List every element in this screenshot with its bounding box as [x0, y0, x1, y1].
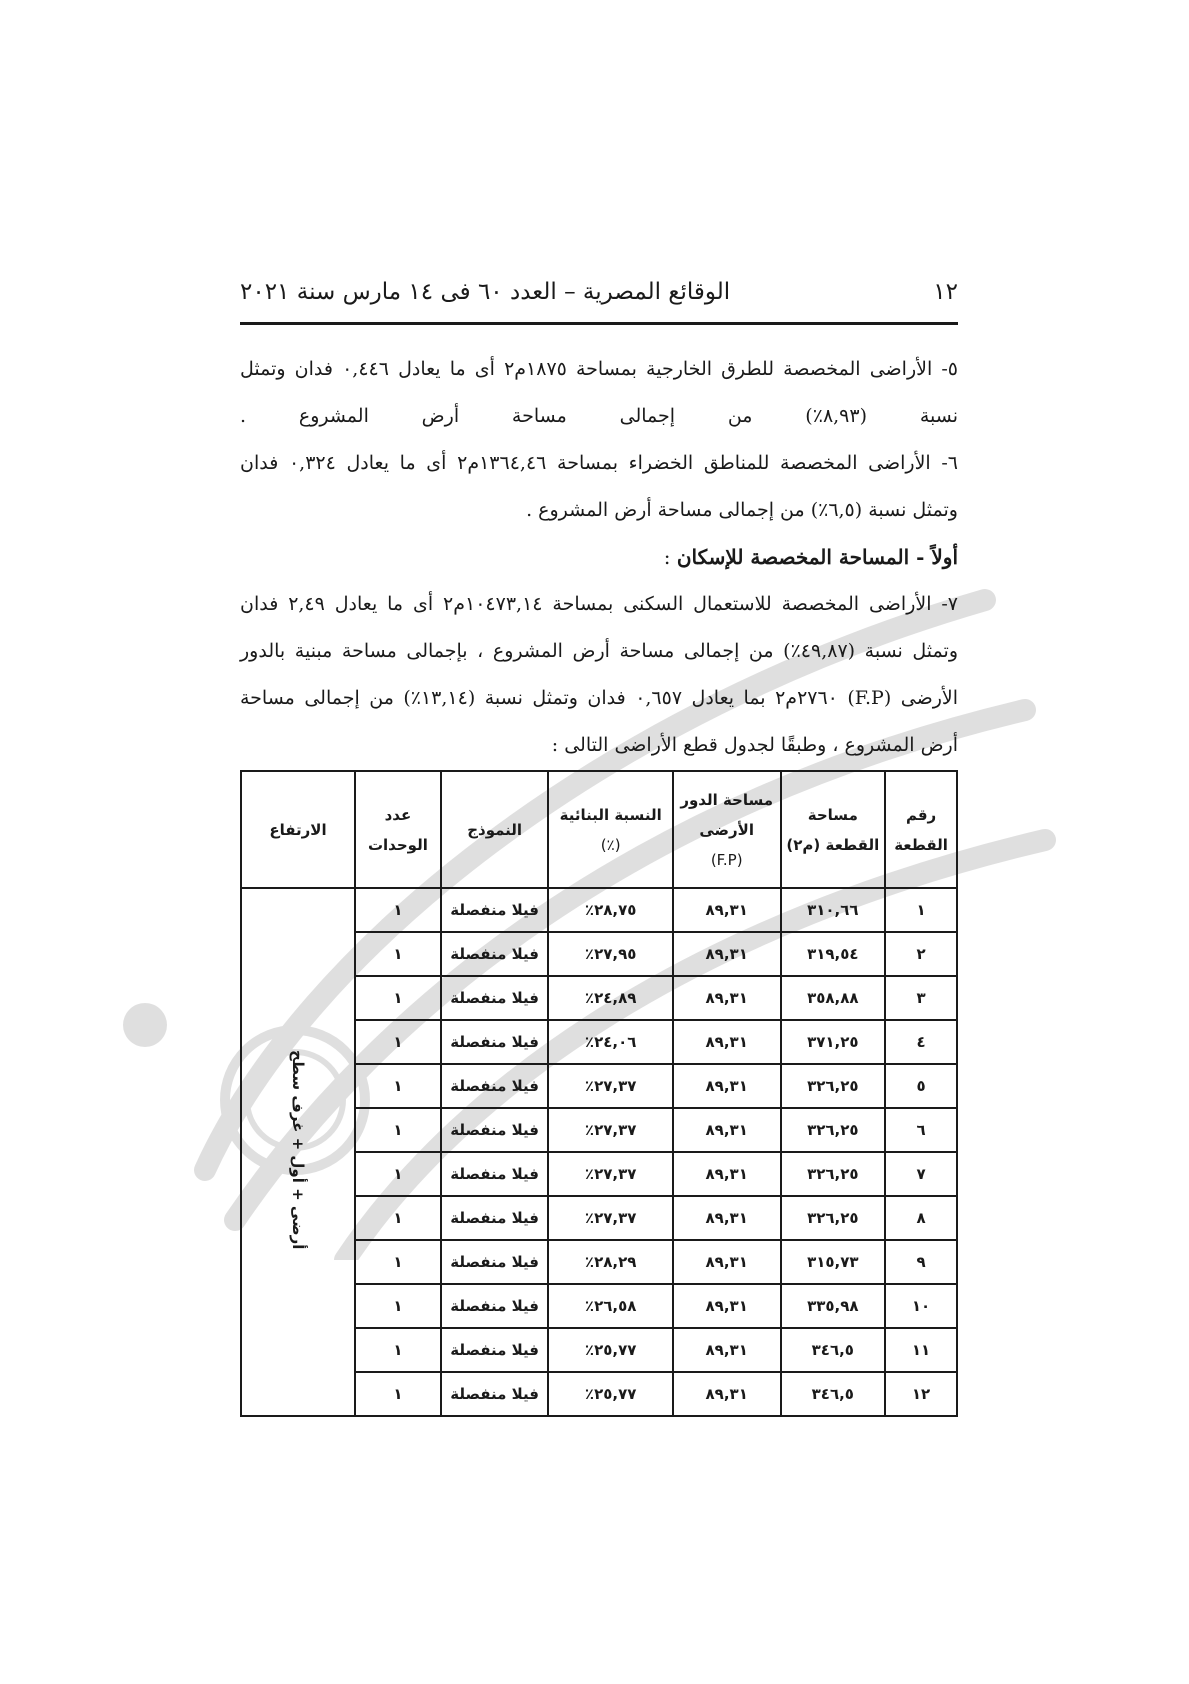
cell-building-ratio: ٢٧,٣٧٪	[548, 1108, 672, 1152]
cell-ground-floor: ٨٩,٣١	[673, 1284, 781, 1328]
cell-units: ١	[355, 1328, 441, 1372]
cell-plot-area: ٣٤٦,٥	[781, 1328, 886, 1372]
cell-model: فيلا منفصلة	[441, 1240, 549, 1284]
cell-units: ١	[355, 1020, 441, 1064]
header-elevation: الارتفاع	[241, 771, 355, 888]
cell-ground-floor: ٨٩,٣١	[673, 976, 781, 1020]
cell-elevation	[241, 888, 355, 1416]
cell-model: فيلا منفصلة	[441, 1108, 549, 1152]
cell-building-ratio: ٢٨,٢٩٪	[548, 1240, 672, 1284]
cell-model: فيلا منفصلة	[441, 888, 549, 932]
cell-plot-no: ٨	[885, 1196, 957, 1240]
cell-plot-area: ٣١٠,٦٦	[781, 888, 886, 932]
paragraph-7: ٧- الأراضى المخصصة للاستعمال السكنى بمساحة ١٠٤٧٣,١٤م٢ أى ما يعادل ٢,٤٩ فدان وتمثل نسبة (٤٩,٨٧٪) من إجمالى مساحة أرض المشروع ، بإجمالى مساحة مبنية بالدور الأرضى (F.P) ٢٧٦٠م٢ بما يعادل ٠,٦٥٧ فدان وتمثل نسبة (١٣,١٤٪) من إجمالى مساحة أرض المشروع ، وطبقًا لجدول قطع الأراضى التالى :	[240, 593, 959, 756]
cell-model: فيلا منفصلة	[441, 1284, 549, 1328]
cell-plot-area: ٣٤٦,٥	[781, 1372, 886, 1416]
cell-units: ١	[355, 1152, 441, 1196]
cell-plot-no: ٧	[885, 1152, 957, 1196]
cell-model: فيلا منفصلة	[441, 1152, 549, 1196]
cell-units: ١	[355, 976, 441, 1020]
header-ground-floor	[673, 771, 781, 888]
cell-building-ratio: ٢٥,٧٧٪	[548, 1372, 672, 1416]
cell-plot-area: ٣٢٦,٢٥	[781, 1064, 886, 1108]
section-heading-colon: :	[663, 545, 677, 569]
elevation-text: أرضى + أول + غرف سطح	[289, 1050, 307, 1250]
cell-building-ratio: ٢٧,٣٧٪	[548, 1196, 672, 1240]
cell-units: ١	[355, 1196, 441, 1240]
cell-plot-area: ٣٧١,٢٥	[781, 1020, 886, 1064]
cell-building-ratio: ٢٧,٩٥٪	[548, 932, 672, 976]
cell-ground-floor: ٨٩,٣١	[673, 1240, 781, 1284]
cell-ground-floor: ٨٩,٣١	[673, 1108, 781, 1152]
cell-plot-no: ٩	[885, 1240, 957, 1284]
cell-ground-floor: ٨٩,٣١	[673, 1064, 781, 1108]
header-plot-no: رقم القطعة	[885, 771, 957, 888]
cell-units: ١	[355, 888, 441, 932]
table-row	[241, 888, 957, 932]
paragraph-5: ٥- الأراضى المخصصة للطرق الخارجية بمساحة ١٨٧٥م٢ أى ما يعادل ٠,٤٤٦ فدان وتمثل نسبة (٨,٩٣٪) من إجمالى مساحة أرض المشروع .	[240, 358, 958, 427]
plots-table	[240, 770, 958, 1417]
page-number: ١٢	[933, 279, 958, 305]
cell-ground-floor: ٨٩,٣١	[673, 1152, 781, 1196]
table-header-row	[241, 771, 957, 888]
cell-model: فيلا منفصلة	[441, 976, 549, 1020]
cell-plot-area: ٣١٥,٧٣	[781, 1240, 886, 1284]
cell-ground-floor: ٨٩,٣١	[673, 1020, 781, 1064]
cell-units: ١	[355, 1108, 441, 1152]
cell-units: ١	[355, 1284, 441, 1328]
cell-plot-no: ٤	[885, 1020, 957, 1064]
header-ground-floor-fp: (F.P)	[710, 850, 743, 869]
cell-plot-area: ٣٣٥,٩٨	[781, 1284, 886, 1328]
cell-model: فيلا منفصلة	[441, 1064, 549, 1108]
cell-units: ١	[355, 1240, 441, 1284]
cell-model: فيلا منفصلة	[441, 1372, 549, 1416]
cell-plot-area: ٣١٩,٥٤	[781, 932, 886, 976]
cell-building-ratio: ٢٥,٧٧٪	[548, 1328, 672, 1372]
header-divider	[240, 322, 958, 325]
cell-ground-floor: ٨٩,٣١	[673, 1372, 781, 1416]
header-building-ratio	[548, 771, 672, 888]
cell-building-ratio: ٢٤,٠٦٪	[548, 1020, 672, 1064]
header-model: النموذج	[441, 771, 549, 888]
cell-building-ratio: ٢٧,٣٧٪	[548, 1064, 672, 1108]
header-building-ratio-unit: (٪)	[600, 835, 621, 854]
header-units: عدد الوحدات	[355, 771, 441, 888]
header-building-ratio-label: النسبة البنائية	[559, 805, 662, 824]
cell-plot-area: ٣٢٦,٢٥	[781, 1152, 886, 1196]
cell-units: ١	[355, 932, 441, 976]
cell-model: فيلا منفصلة	[441, 932, 549, 976]
cell-ground-floor: ٨٩,٣١	[673, 932, 781, 976]
cell-plot-no: ٢	[885, 932, 957, 976]
cell-plot-area: ٣٢٦,٢٥	[781, 1196, 886, 1240]
cell-building-ratio: ٢٧,٣٧٪	[548, 1152, 672, 1196]
cell-plot-no: ٣	[885, 976, 957, 1020]
page-header	[240, 272, 958, 312]
cell-plot-no: ١١	[885, 1328, 957, 1372]
cell-plot-no: ١٢	[885, 1372, 957, 1416]
paragraph-6: ٦- الأراضى المخصصة للمناطق الخضراء بمساحة ١٣٦٤,٤٦م٢ أى ما يعادل ٠,٣٢٤ فدان وتمثل نسبة (٦,٥٪) من إجمالى مساحة أرض المشروع .	[240, 452, 958, 521]
cell-model: فيلا منفصلة	[441, 1020, 549, 1064]
cell-plot-no: ٦	[885, 1108, 957, 1152]
cell-plot-no: ١٠	[885, 1284, 957, 1328]
cell-plot-no: ١	[885, 888, 957, 932]
section-heading-text: أولاً - المساحة المخصصة للإسكان	[676, 545, 958, 569]
header-plot-area: مساحة القطعة (م٢)	[781, 771, 886, 888]
cell-plot-area: ٣٢٦,٢٥	[781, 1108, 886, 1152]
cell-plot-no: ٥	[885, 1064, 957, 1108]
cell-units: ١	[355, 1064, 441, 1108]
cell-model: فيلا منفصلة	[441, 1196, 549, 1240]
cell-units: ١	[355, 1372, 441, 1416]
cell-building-ratio: ٢٨,٧٥٪	[548, 888, 672, 932]
cell-plot-area: ٣٥٨,٨٨	[781, 976, 886, 1020]
cell-ground-floor: ٨٩,٣١	[673, 1196, 781, 1240]
cell-ground-floor: ٨٩,٣١	[673, 888, 781, 932]
cell-model: فيلا منفصلة	[441, 1328, 549, 1372]
body-text	[240, 346, 958, 769]
gazette-title: الوقائع المصرية – العدد ٦٠ فى ١٤ مارس سنة ٢٠٢١	[240, 279, 731, 305]
cell-ground-floor: ٨٩,٣١	[673, 1328, 781, 1372]
header-ground-floor-label: مساحة الدور الأرضى	[680, 790, 774, 839]
section-heading	[240, 534, 958, 581]
cell-building-ratio: ٢٦,٥٨٪	[548, 1284, 672, 1328]
cell-building-ratio: ٢٤,٨٩٪	[548, 976, 672, 1020]
